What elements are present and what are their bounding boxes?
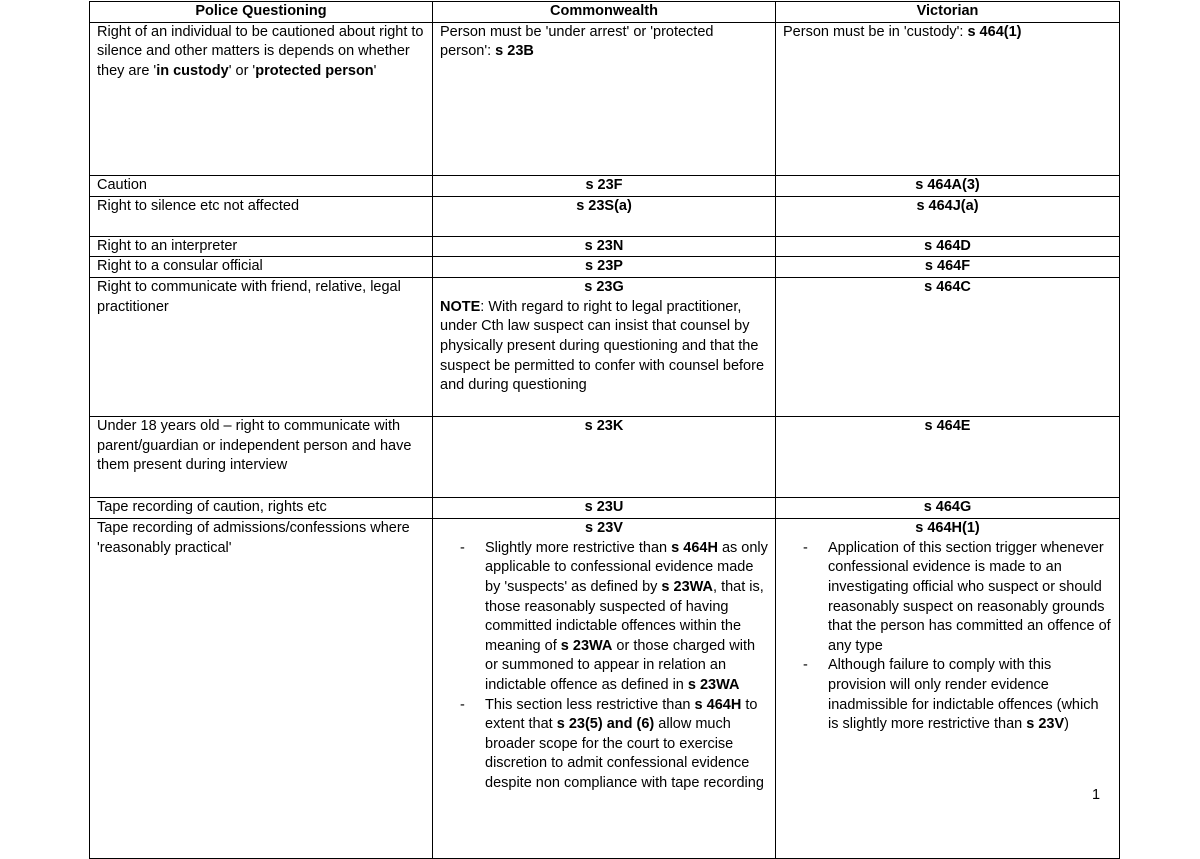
table-row xyxy=(90,196,1120,236)
commonwealth-section: s 23F xyxy=(433,175,776,196)
row-label: Right to a consular official xyxy=(90,257,433,278)
row-label: Tape recording of admissions/confessions where 'reasonably practical' xyxy=(90,519,433,859)
commonwealth-section: s 23K xyxy=(433,417,776,498)
commonwealth-section: s 23U xyxy=(433,498,776,519)
list-item: - Although failure to comply with this provision will only render evidence inadmissible for indictable offences (which is slightly more restrictive than s 23V) xyxy=(828,656,1112,734)
table-row xyxy=(90,257,1120,278)
row-label: Caution xyxy=(90,175,433,196)
page-number: 1 xyxy=(1092,787,1101,803)
victorian-section: s 464A(3) xyxy=(776,175,1120,196)
victorian-cell: Person must be in 'custody': s 464(1) xyxy=(776,22,1120,175)
victorian-section: s 464E xyxy=(776,417,1120,498)
row-label: Right to communicate with friend, relative, legal practitioner xyxy=(90,278,433,417)
note-paragraph: NOTE: With regard to right to legal practitioner, under Cth law suspect can insist that counsel by physically present during questioning and that the suspect be permitted to confer with counsel before and during questioning xyxy=(440,298,765,394)
table-row xyxy=(90,236,1120,257)
victorian-cell xyxy=(776,519,1120,859)
commonwealth-section: s 23S(a) xyxy=(433,196,776,236)
table-row xyxy=(90,519,1120,859)
commonwealth-cell xyxy=(433,278,776,417)
victorian-bullets xyxy=(783,539,1112,735)
victorian-section: s 464H(1) xyxy=(915,520,980,537)
commonwealth-section: s 23G xyxy=(584,279,624,296)
table-row xyxy=(90,278,1120,417)
row-label: Under 18 years old – right to communicate with parent/guardian or independent person and have them present during interview xyxy=(90,417,433,498)
header-victorian: Victorian xyxy=(776,2,1120,23)
list-item: - Slightly more restrictive than s 464H as only applicable to confessional evidence made by 'suspects' as defined by s 23WA, that is, those reasonably suspected of having committed indictable offences within the meaning of s 23WA or those charged with or summoned to appear in relation an indictable offence as defined in s 23WA xyxy=(485,539,768,696)
table-row xyxy=(90,417,1120,498)
commonwealth-cell: Person must be 'under arrest' or 'protected person': s 23B xyxy=(433,22,776,175)
commonwealth-section: s 23N xyxy=(433,236,776,257)
list-item: - This section less restrictive than s 464H to extent that s 23(5) and (6) allow much broader scope for the court to exercise discretion to admit confessional evidence despite non compliance with tape recording xyxy=(485,696,768,794)
victorian-section: s 464C xyxy=(776,278,1120,417)
list-item: - Application of this section trigger whenever confessional evidence is made to an investigating official who suspect or should reasonably suspect on reasonably grounds that the person has committed an offence of any type xyxy=(828,539,1112,657)
commonwealth-section: s 23P xyxy=(433,257,776,278)
victorian-section: s 464G xyxy=(776,498,1120,519)
victorian-section: s 464F xyxy=(776,257,1120,278)
police-questioning-table xyxy=(89,1,1120,859)
header-police-questioning: Police Questioning xyxy=(90,2,433,23)
row-label: Right of an individual to be cautioned about right to silence and other matters is depends on whether they are 'in custody' or 'protected person' xyxy=(90,22,433,175)
victorian-section: s 464J(a) xyxy=(776,196,1120,236)
victorian-section: s 464D xyxy=(776,236,1120,257)
row-label: Right to silence etc not affected xyxy=(90,196,433,236)
table-row xyxy=(90,22,1120,175)
commonwealth-section: s 23V xyxy=(585,520,623,537)
row-label: Right to an interpreter xyxy=(90,236,433,257)
commonwealth-bullets xyxy=(440,539,768,794)
table-row xyxy=(90,175,1120,196)
header-commonwealth: Commonwealth xyxy=(433,2,776,23)
header-row xyxy=(90,2,1120,23)
row-label: Tape recording of caution, rights etc xyxy=(90,498,433,519)
commonwealth-cell xyxy=(433,519,776,859)
table-row xyxy=(90,498,1120,519)
